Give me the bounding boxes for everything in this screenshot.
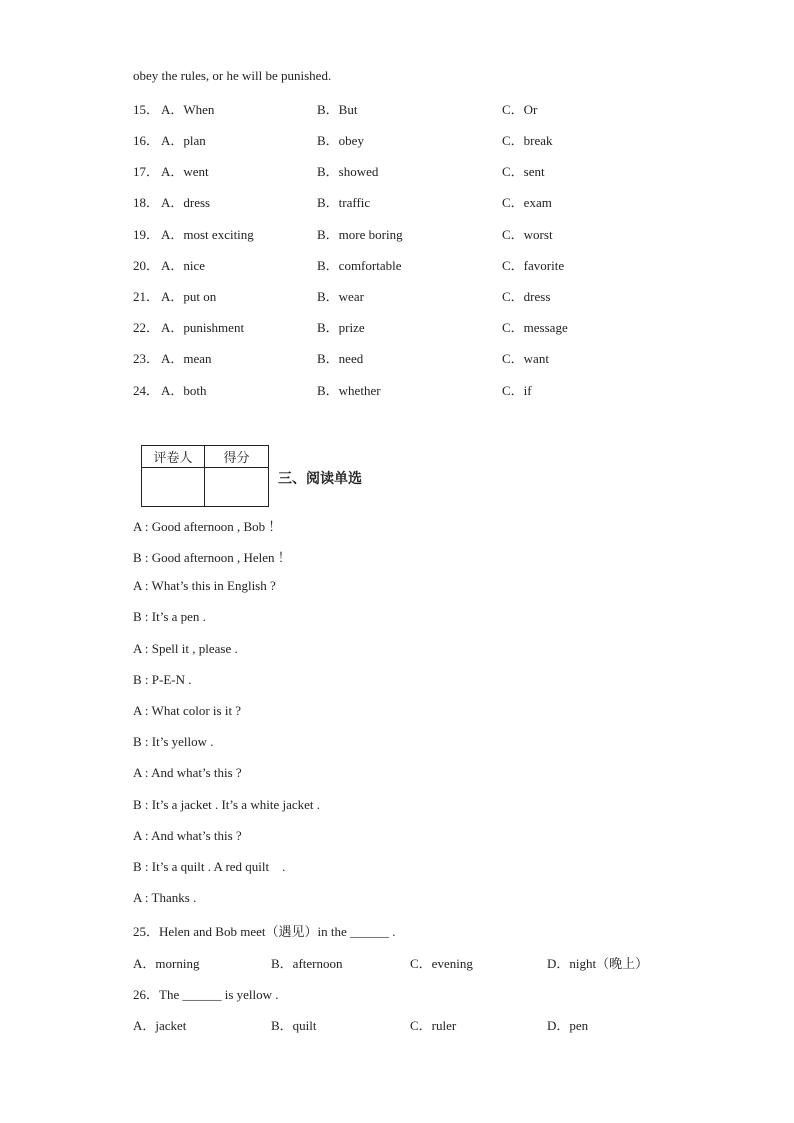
option-b: B．whether	[317, 383, 381, 398]
option-b: B．afternoon	[271, 956, 343, 971]
option-a: A．morning	[133, 956, 200, 971]
question-number: 21．	[133, 289, 160, 304]
question-number: 20．	[133, 258, 160, 273]
dialogue-line: B : It’s yellow .	[133, 734, 214, 749]
dialogue-line: B : It’s a pen .	[133, 609, 206, 624]
cloze-row-17	[133, 161, 693, 179]
option-c: C．worst	[502, 227, 553, 242]
option-b: B．But	[317, 102, 358, 117]
option-c: C．sent	[502, 164, 545, 179]
score-table	[141, 445, 269, 507]
dialogue-line: A : And what’s this ?	[133, 828, 242, 843]
dialogue-line: B : It’s a jacket . It’s a white jacket .	[133, 797, 320, 812]
cloze-row-22	[133, 317, 693, 335]
option-d: D．night（晚上）	[547, 956, 649, 971]
option-a: A．nice	[161, 258, 206, 273]
cloze-row-23	[133, 348, 693, 366]
option-c: C．if	[502, 383, 532, 398]
question-number: 22．	[133, 320, 160, 335]
option-a: A．both	[161, 383, 207, 398]
question-26-options	[133, 1015, 693, 1033]
option-c: C．break	[502, 133, 553, 148]
option-a: A．plan	[161, 133, 206, 148]
question-25-options	[133, 953, 693, 971]
option-b: B．prize	[317, 320, 365, 335]
question-number: 16．	[133, 133, 160, 148]
cloze-row-24	[133, 380, 693, 398]
cloze-row-15	[133, 99, 693, 117]
dialogue-line: B : P-E-N .	[133, 672, 192, 687]
option-a: A．mean	[161, 351, 212, 366]
option-b: B．wear	[317, 289, 364, 304]
option-c: C．message	[502, 320, 568, 335]
option-a: A．put on	[161, 289, 217, 304]
option-a: A．most exciting	[161, 227, 254, 242]
option-d: D．pen	[547, 1018, 589, 1033]
section-title: 三、阅读单选	[278, 471, 362, 487]
dialogue-line: A : Good afternoon , Bob ！	[133, 519, 282, 534]
dialogue-line: A : What’s this in English ?	[133, 578, 276, 593]
grader-cell	[142, 468, 205, 507]
dialogue-line: A : And what’s this ?	[133, 765, 242, 780]
dialogue-line: A : What color is it ?	[133, 703, 242, 718]
score-header: 得分	[205, 446, 269, 468]
question-26-stem: 26．The ______ is yellow .	[133, 987, 279, 1002]
cloze-row-20	[133, 255, 693, 273]
option-a: A．When	[161, 102, 215, 117]
option-b: B．obey	[317, 133, 364, 148]
intro-line: obey the rules, or he will be punished.	[133, 68, 332, 83]
cloze-row-19	[133, 224, 693, 242]
option-c: C．favorite	[502, 258, 565, 273]
question-number: 17．	[133, 164, 160, 179]
dialogue-line: A : Thanks .	[133, 890, 197, 905]
option-b: B．more boring	[317, 227, 403, 242]
dialogue-line: A : Spell it , please .	[133, 641, 238, 656]
option-a: A．punishment	[161, 320, 245, 335]
option-c: C．want	[502, 351, 549, 366]
dialogue-line: B : Good afternoon , Helen ！	[133, 550, 291, 565]
question-25-stem: 25．Helen and Bob meet（遇见）in the ______ .	[133, 924, 396, 939]
option-a: A．went	[161, 164, 209, 179]
question-number: 18．	[133, 195, 160, 210]
option-b: B．showed	[317, 164, 379, 179]
question-number: 19．	[133, 227, 160, 242]
grader-header: 评卷人	[142, 446, 205, 468]
option-a: A．dress	[161, 195, 211, 210]
option-c: C．dress	[502, 289, 551, 304]
dialogue-line: B : It’s a quilt . A red quilt .	[133, 859, 286, 874]
cloze-row-21	[133, 286, 693, 304]
question-number: 24．	[133, 383, 160, 398]
option-c: C．exam	[502, 195, 552, 210]
option-b: B．quilt	[271, 1018, 317, 1033]
option-a: A．jacket	[133, 1018, 187, 1033]
cloze-row-16	[133, 130, 693, 148]
cloze-row-18	[133, 192, 693, 210]
option-c: C．Or	[502, 102, 538, 117]
option-c: C．ruler	[410, 1018, 457, 1033]
question-number: 23．	[133, 351, 160, 366]
option-c: C．evening	[410, 956, 473, 971]
option-b: B．traffic	[317, 195, 371, 210]
score-cell	[205, 468, 269, 507]
question-number: 15．	[133, 102, 160, 117]
option-b: B．need	[317, 351, 364, 366]
option-b: B．comfortable	[317, 258, 402, 273]
